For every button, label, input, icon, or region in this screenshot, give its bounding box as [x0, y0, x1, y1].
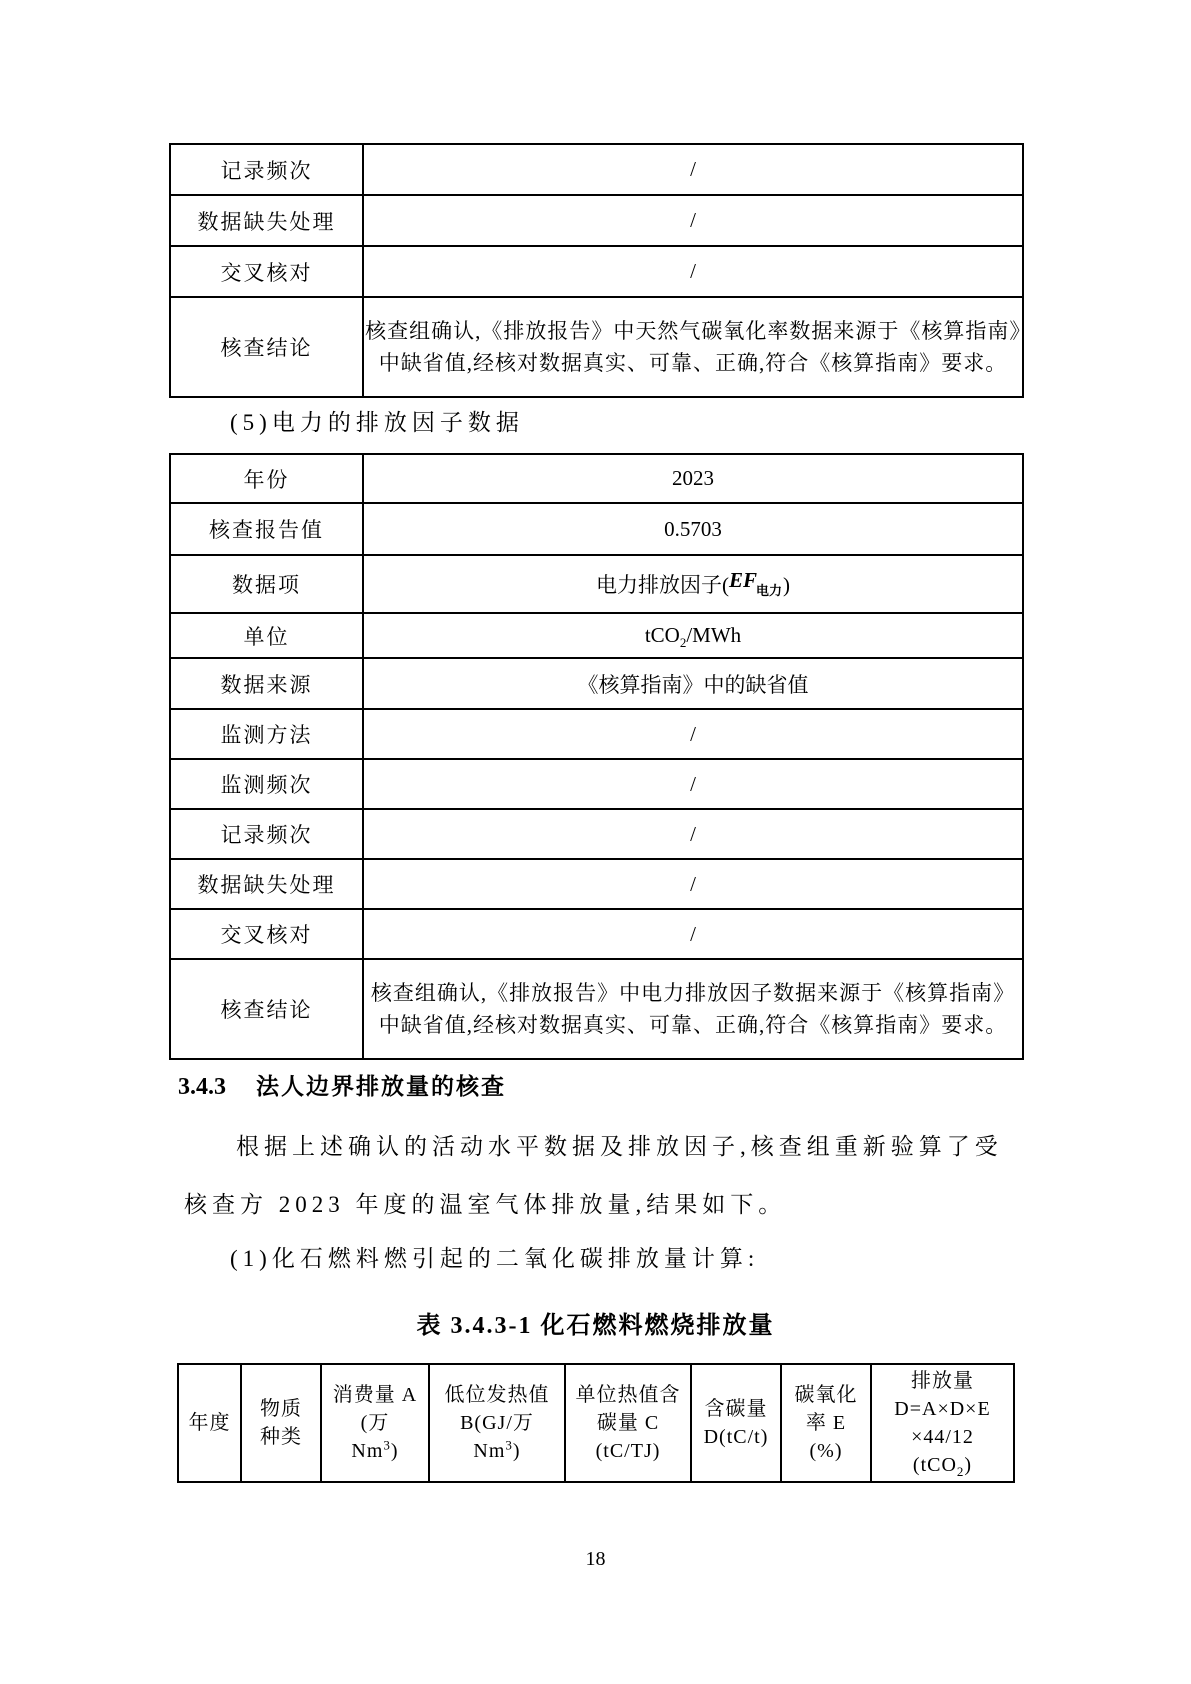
- table-row: [170, 144, 1023, 195]
- row-value: 《核算指南》中的缺省值: [363, 658, 1023, 709]
- row-label: 交叉核对: [170, 246, 363, 297]
- row-value: /: [363, 759, 1023, 809]
- page-number: 18: [585, 1548, 606, 1570]
- electricity-factor-table: [169, 453, 1024, 1060]
- row-value: /: [363, 859, 1023, 909]
- table-row: [170, 658, 1023, 709]
- table-row: [170, 297, 1023, 397]
- table-row: [170, 246, 1023, 297]
- table-header-row: [178, 1364, 1014, 1482]
- superscript: 3: [383, 1437, 391, 1453]
- formula-prefix: 电力排放因子(: [595, 573, 729, 597]
- row-label: 数据缺失处理: [170, 859, 363, 909]
- header-carbon-content-c: 单位热值含 碳量 C (tC/TJ): [565, 1364, 691, 1482]
- header-heating-value-b: 低位发热值 B(GJ/万 Nm$^3$): [429, 1364, 565, 1482]
- row-value: /: [363, 144, 1023, 195]
- table-row: [170, 613, 1023, 658]
- section-heading: [178, 1068, 506, 1101]
- row-value: /: [363, 246, 1023, 297]
- row-label: 数据项: [170, 555, 363, 613]
- row-value-unit: [363, 613, 1023, 658]
- table-row: [170, 454, 1023, 503]
- row-label: 监测方法: [170, 709, 363, 759]
- unit-suffix: /MWh: [686, 623, 742, 647]
- section-number: 3.4.3: [178, 1074, 226, 1100]
- row-label: 单位: [170, 613, 363, 658]
- natural-gas-factor-table: [169, 143, 1024, 398]
- row-value: /: [363, 909, 1023, 959]
- row-label: 记录频次: [170, 809, 363, 859]
- table-row: [170, 909, 1023, 959]
- row-value: 0.5703: [363, 503, 1023, 555]
- subscript: 2: [956, 1464, 965, 1479]
- table-row: [170, 809, 1023, 859]
- verification-conclusion-text: 核查组确认,《排放报告》中电力排放因子数据来源于《核算指南》中缺省值,经核对数据真实、可靠、正确,符合《核算指南》要求。: [363, 959, 1023, 1059]
- header-carbon-d: 含碳量 D(tC/t): [691, 1364, 781, 1482]
- row-label: 核查结论: [170, 959, 363, 1059]
- row-label: 核查结论: [170, 297, 363, 397]
- header-emission-formula: 排放量 D=A×D×E ×44/12 (tCO$_2$): [871, 1364, 1014, 1482]
- verification-conclusion-text: 核查组确认,《排放报告》中天然气碳氧化率数据来源于《核算指南》中缺省值,经核对数据真实、可靠、正确,符合《核算指南》要求。: [363, 297, 1023, 397]
- row-label: 年份: [170, 454, 363, 503]
- paragraph-line: 根据上述确认的活动水平数据及排放因子,核查组重新验算了受: [236, 1134, 1003, 1159]
- table-row: [170, 859, 1023, 909]
- table-row: [170, 959, 1023, 1059]
- row-label: 数据缺失处理: [170, 195, 363, 246]
- row-label: 核查报告值: [170, 503, 363, 555]
- heading-item-5: (5)电力的排放因子数据: [230, 410, 524, 435]
- unit-prefix: tCO: [644, 623, 680, 647]
- table-caption: 表 3.4.3-1 化石燃料燃烧排放量: [416, 1313, 775, 1339]
- row-value-formula: [363, 555, 1023, 613]
- section-title: 法人边界排放量的核查: [256, 1074, 506, 1099]
- row-label: 监测频次: [170, 759, 363, 809]
- ef-symbol: EF: [728, 568, 757, 592]
- table-row: [170, 759, 1023, 809]
- row-value: 2023: [363, 454, 1023, 503]
- header-consumption-a: 消费量 A (万 Nm$^3$): [321, 1364, 429, 1482]
- row-label: 数据来源: [170, 658, 363, 709]
- superscript: 3: [505, 1437, 513, 1453]
- header-year: 年度: [178, 1364, 241, 1482]
- table-row: [170, 195, 1023, 246]
- table-row: [170, 709, 1023, 759]
- header-material-type: 物质 种类: [241, 1364, 321, 1482]
- table-row: [170, 555, 1023, 613]
- formula-suffix: ): [783, 573, 791, 597]
- header-oxidation-rate-e: 碳氧化 率 E (%): [781, 1364, 871, 1482]
- row-value: /: [363, 809, 1023, 859]
- paragraph-line: 核查方 2023 年度的温室气体排放量,结果如下。: [184, 1192, 787, 1217]
- row-label: 交叉核对: [170, 909, 363, 959]
- heading-item-1: (1)化石燃料燃引起的二氧化碳排放量计算:: [230, 1246, 760, 1271]
- row-value: /: [363, 709, 1023, 759]
- unit-subscript: 2: [679, 635, 687, 651]
- row-label: 记录频次: [170, 144, 363, 195]
- table-row: [170, 503, 1023, 555]
- fossil-fuel-table: [177, 1363, 1015, 1483]
- row-value: /: [363, 195, 1023, 246]
- ef-subscript: 电力: [756, 583, 783, 598]
